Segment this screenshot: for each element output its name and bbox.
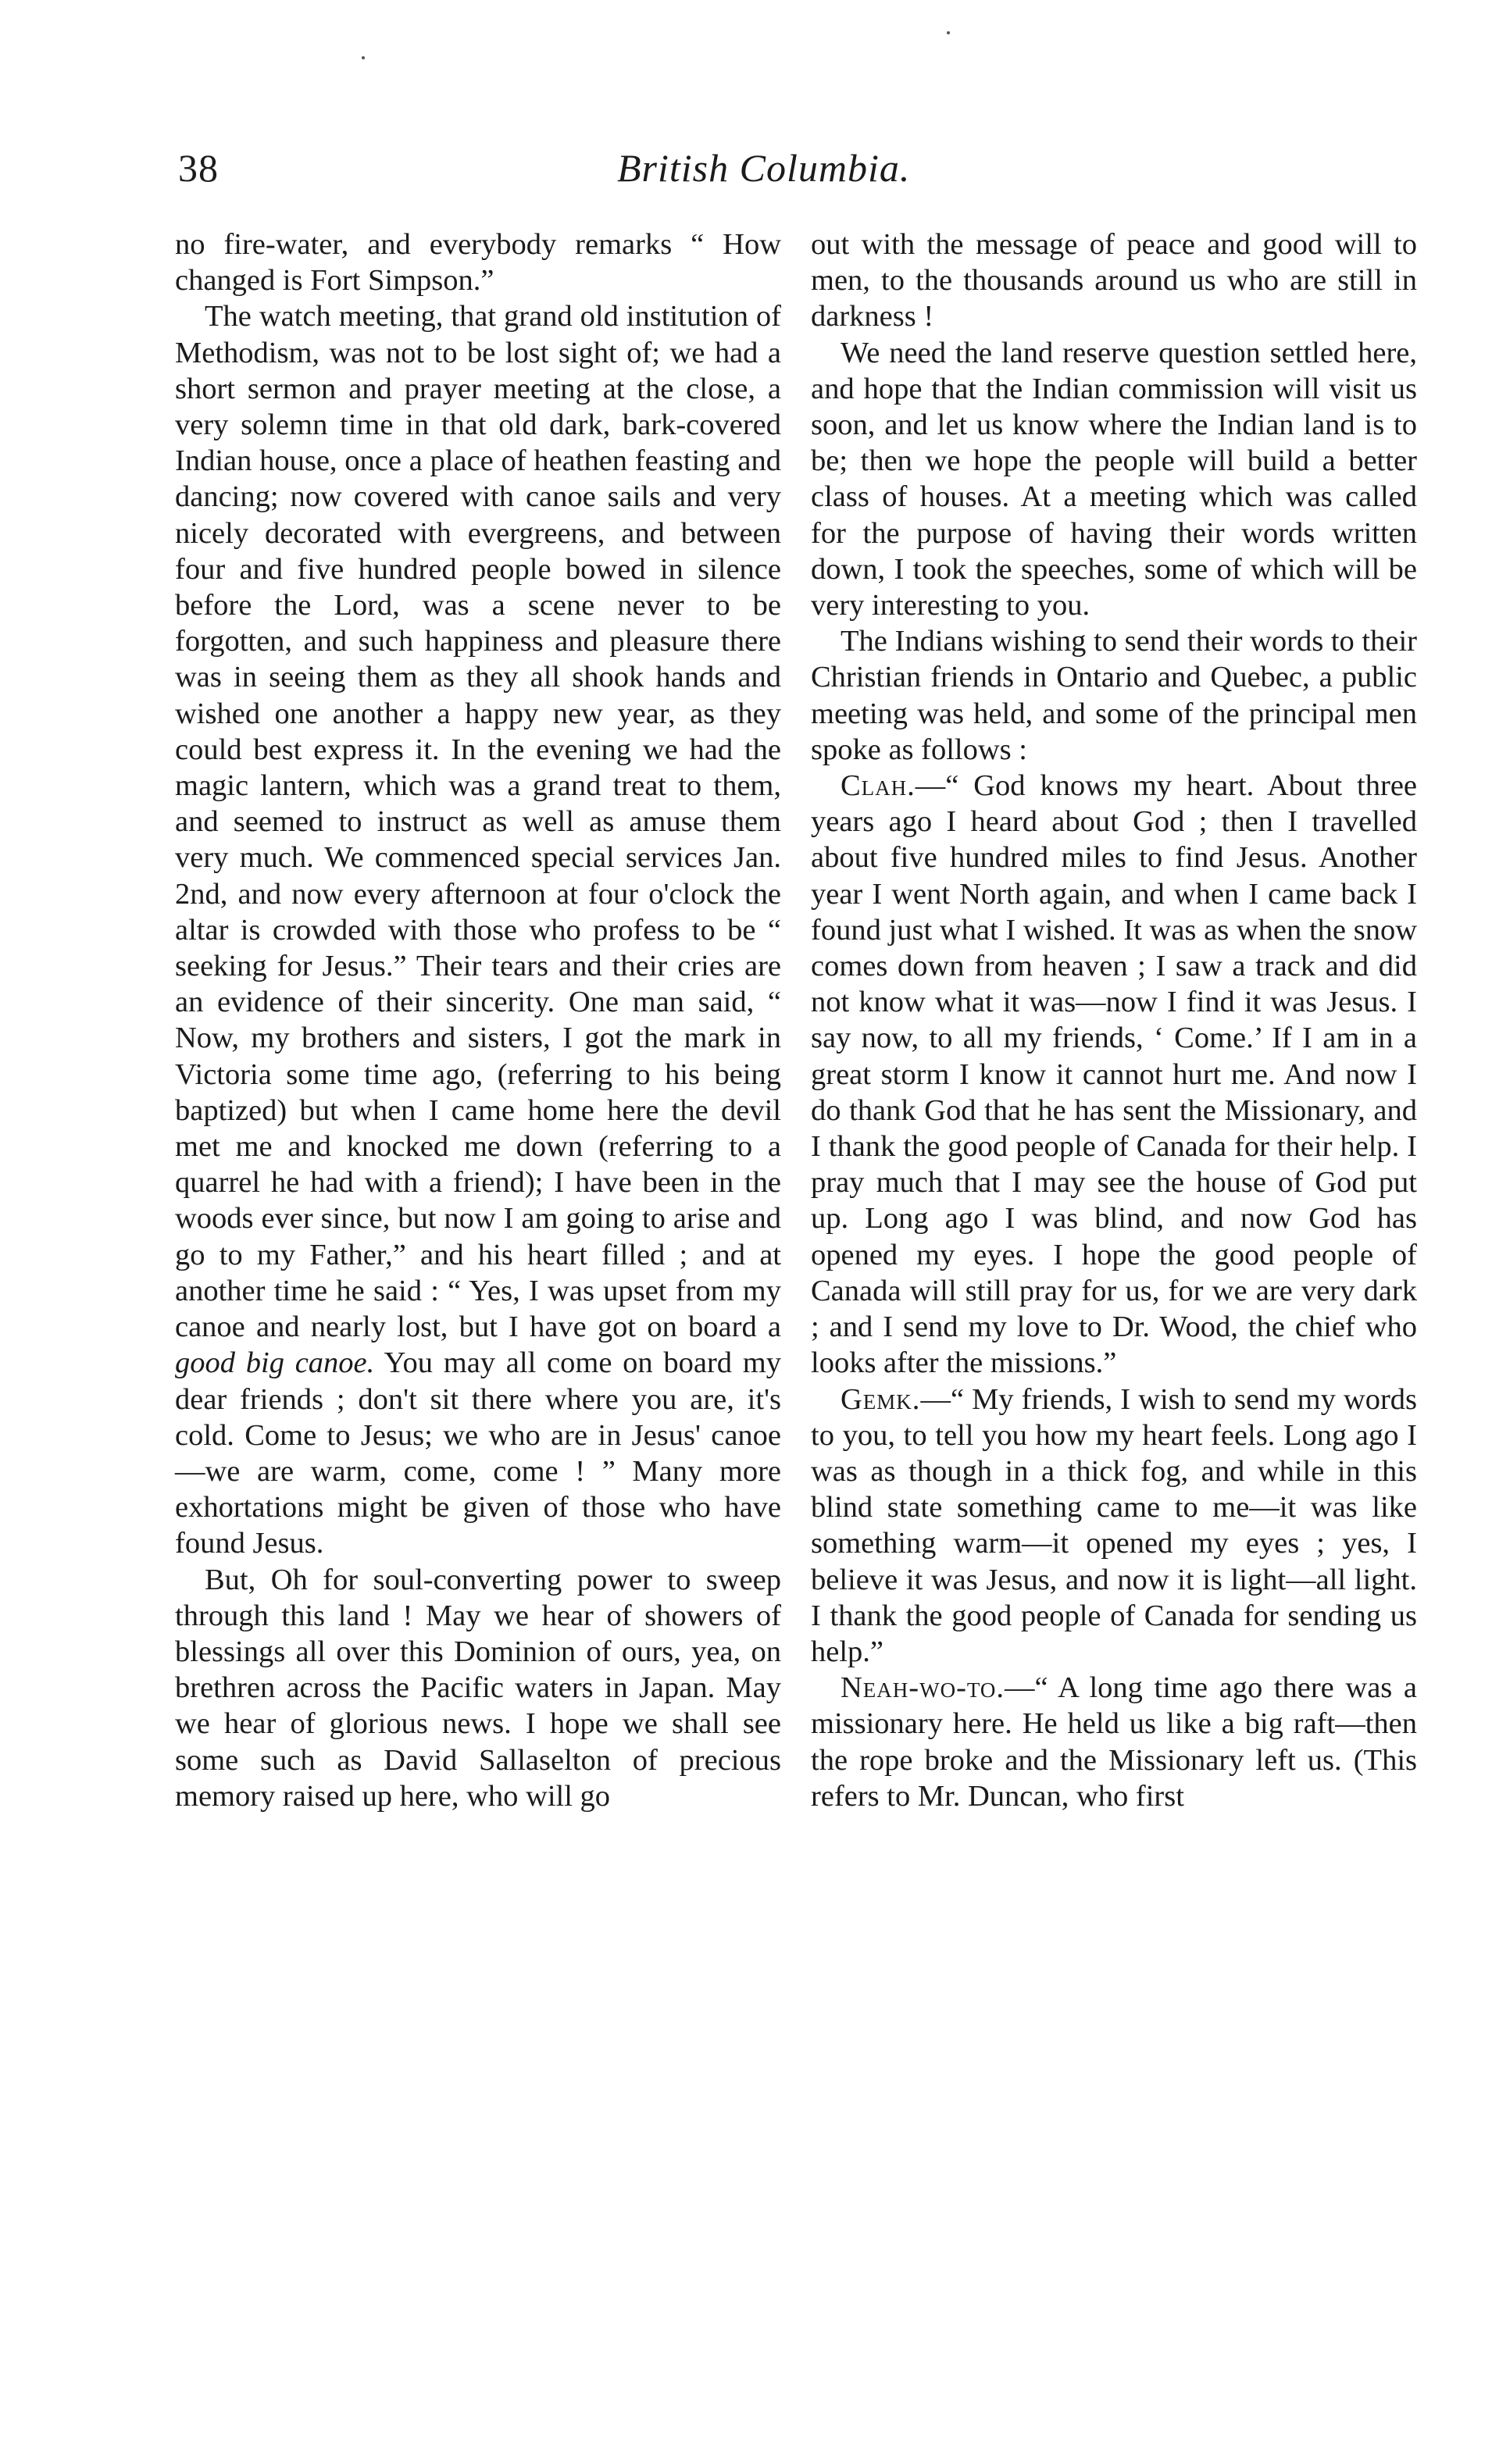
speech-text: —“ A long time ago there was a missionary here. He held us like a big raft—then the rope broke and the Missionary left us. (This refers to Mr. Duncan, who first (811, 1671, 1417, 1813)
speech-text: —“ God knows my heart. About three years ago I heard about God ; then I travelled about five hundred miles to find Jesus. Another year I went North again, and when I came back I found just what I wished. It was as when the snow comes down from heaven ; I saw a track and did not know what it was—now I find it was Jesus. I say now, to all my friends, ‘ Come.’ If I am in a great storm I know it cannot hurt me. And now I do thank God that he has sent the Missionary, and I thank the good people of Canada for their help. I pray much that I may see the house of God put up. Long ago I was blind, and now God has opened my eyes. I hope the good people of Canada will still pray for us, for we are very dark ; and I send my love to Dr. Wood, the chief who looks after the missions.” (811, 769, 1417, 1380)
speech-paragraph (811, 768, 1417, 1381)
speech-paragraph (811, 1670, 1417, 1814)
paragraph-text: You may all come on board my dear friends ; don't sit there where you are, it's cold. Come to Jesus; we who are in Jesus' canoe—we are warm, come, come ! ” Many more exhortations might be given of those who have found Jesus. (175, 1346, 782, 1560)
paper-speck (362, 56, 365, 59)
page-number: 38 (178, 146, 219, 190)
speaker-name: Gemk. (841, 1382, 921, 1416)
emphasized-text: good big canoe. (175, 1346, 375, 1380)
speaker-name: Neah-wo-to. (841, 1671, 1005, 1705)
speech-text: —“ My friends, I wish to send my words to you, to tell you how my heart feels. Long ago I was as though in a thick fog, and while in this blind state something came to me—it was like something warm—it opened my eyes ; yes, I believe it was Jesus, and now it is light—all light. I thank the good people of Canada for sending us help.” (811, 1382, 1417, 1668)
speaker-name: Clah. (841, 769, 916, 803)
paragraph-text: The watch meeting, that grand old institution of Methodism, was not to be lost sight of; we had a short sermon and prayer meeting at the close, a very solemn time in that old dark, bark-covered Indian house, once a place of heathen feasting and dancing; now covered with canoe sails and very nicely decorated with evergreens, and between four and five hundred people bowed in silence before the Lord, was a scene never to be forgotten, and such happiness and pleasure there was in seeing them as they all shook hands and wished one another a happy new year, as they could best express it. In the evening we had the magic lantern, which was a grand treat to them, and seemed to instruct as well as amuse them very much. We commenced special services Jan. 2nd, and now every afternoon at four o'clock the altar is crowded with those who profess to be “ seeking for Jesus.” Their tears and their cries are an evidence of their sincerity. One man said, “ Now, my brothers and sisters, I got the mark in Victoria some time ago, (referring to his being baptized) but when I came home here the devil met me and knocked me down (referring to a quarrel he had with a friend); I have been in the woods ever since, but now I am going to arise and go to my Father,” and his heart filled ; and at another time he said : “ Yes, I was upset from my canoe and nearly lost, but I have got on board a (175, 300, 781, 1344)
speech-paragraph (811, 1382, 1417, 1671)
paragraph: But, Oh for soul-converting power to sweep through this land ! May we hear of showers of blessings all over this Dominion of ours, yea, on brethren across the Pacific waters in Japan. May we hear of glorious news. I hope we shall see some such as David Sallaselton of precious memory raised up here, who will go (175, 1563, 781, 1813)
left-column (175, 226, 781, 1814)
paragraph: out with the message of peace and good will to men, to the thousands around us who are still in darkness ! (811, 228, 1417, 333)
paragraph: The Indians wishing to send their words to their Christian friends in Ontario and Quebec, a public meeting was held, and some of the principal men spoke as follows : (811, 625, 1417, 766)
paper-speck (947, 31, 950, 34)
right-column (811, 226, 1417, 1814)
paragraph: no fire-water, and everybody remarks “ How changed is Fort Simpson.” (175, 228, 781, 298)
paragraph: We need the land reserve question settled here, and hope that the Indian commission will visit us soon, and let us know where the Indian land is to be; then we hope the people will build a better class of houses. At a meeting which was called for the purpose of having their words written down, I took the speeches, some of which will be very interesting to you. (811, 336, 1417, 622)
running-title: British Columbia. (617, 146, 911, 190)
paragraph (175, 298, 781, 1561)
